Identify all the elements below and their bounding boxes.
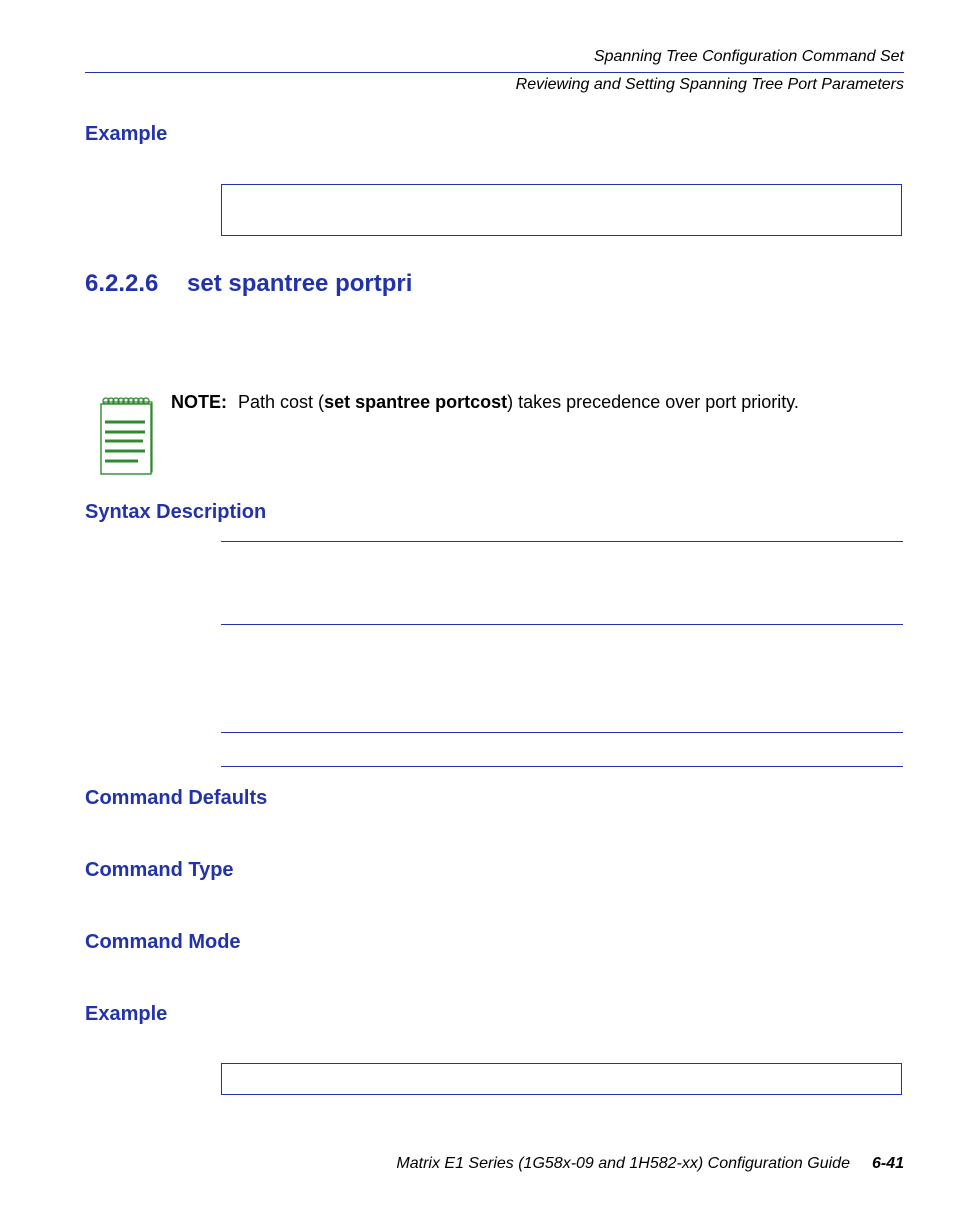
heading-example-top: Example xyxy=(85,123,168,145)
section-title xyxy=(85,270,412,298)
syntax-table-rule xyxy=(221,541,903,542)
section-number: 6.2.2.6 xyxy=(85,270,159,297)
page-footer xyxy=(396,1155,904,1173)
heading-command-mode: Command Mode xyxy=(85,931,241,953)
heading-example-bottom: Example xyxy=(85,1003,168,1025)
page-number: 6-41 xyxy=(871,1155,904,1172)
syntax-table-rule xyxy=(221,766,903,767)
note-text-before: Path cost ( xyxy=(238,392,325,412)
heading-syntax-description: Syntax Description xyxy=(85,501,267,523)
header-divider xyxy=(85,72,904,73)
footer-guide-title: Matrix E1 Series (1G58x-09 and 1H582-xx) Configuration Guide xyxy=(396,1155,850,1172)
note-command: set spantree portcost xyxy=(324,392,508,412)
note-text-after: ) takes precedence over port priority. xyxy=(507,392,799,412)
header-chapter-title: Spanning Tree Configuration Command Set xyxy=(593,48,904,65)
note-text xyxy=(171,392,799,413)
syntax-table-rule xyxy=(221,624,903,625)
syntax-table-rule xyxy=(221,732,903,733)
notepad-icon xyxy=(100,394,158,476)
section-name: set spantree portpri xyxy=(187,270,413,297)
note-label: NOTE: xyxy=(171,392,227,412)
heading-command-defaults: Command Defaults xyxy=(85,787,268,809)
example-box-bottom xyxy=(221,1063,902,1095)
header-section-title: Reviewing and Setting Spanning Tree Port Parameters xyxy=(515,76,904,93)
heading-command-type: Command Type xyxy=(85,859,234,881)
example-box-top xyxy=(221,184,902,236)
